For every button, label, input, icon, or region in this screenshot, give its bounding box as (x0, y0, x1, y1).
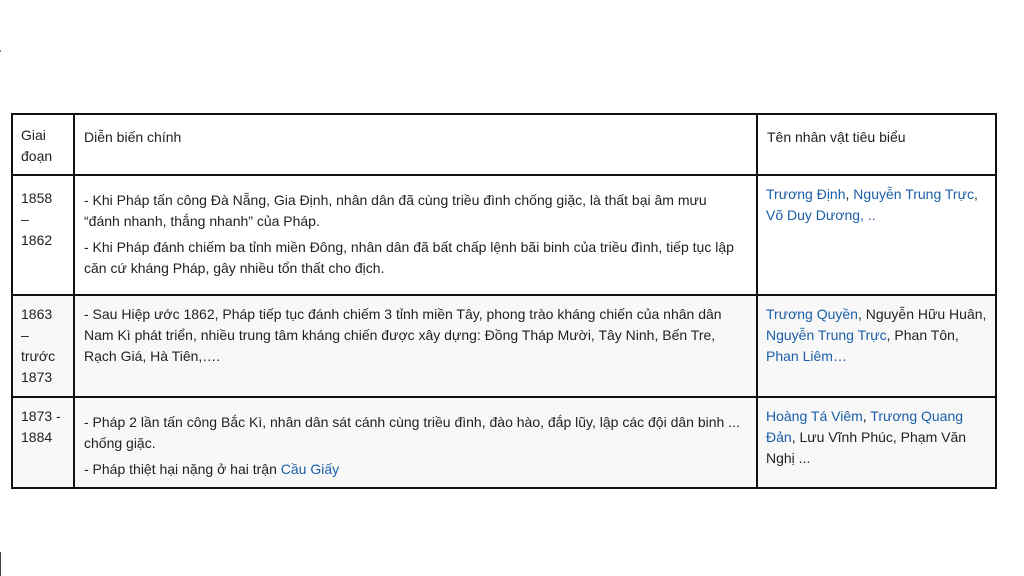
stage-label: 1873 - 1884 (21, 408, 61, 445)
header-stage-cell (12, 114, 74, 175)
table-row (12, 295, 996, 397)
events-cell (74, 175, 757, 295)
people-cell (757, 397, 996, 488)
people-plain-text: , Nguyễn Hữu Huân, (857, 306, 987, 322)
separator: , (845, 186, 854, 202)
person-link[interactable]: Trương Quang Đản (766, 408, 964, 445)
stage-cell (12, 397, 74, 488)
header-events: Diễn biến chính (84, 129, 182, 145)
separator: , (862, 408, 871, 424)
header-people: Tên nhân vật tiêu biểu (767, 129, 906, 145)
separator: , (973, 186, 978, 202)
edge-mark-top (0, 50, 1, 52)
stage-cell (12, 175, 74, 295)
person-link[interactable]: Nguyễn Trung Trực (766, 327, 887, 343)
event-text: - Pháp thiệt hại nặng ở hai trận (84, 461, 281, 477)
person-link[interactable]: Trương Quyền (766, 306, 858, 322)
event-item: - Pháp 2 lần tấn công Bắc Kì, nhân dân sát cánh cùng triều đình, đào hào, đắp lũy, lập các đội dân binh ... chống giặc. (84, 414, 740, 451)
events-cell (74, 397, 757, 488)
people-cell (757, 175, 996, 295)
header-people-cell (757, 114, 996, 175)
person-link[interactable]: Võ Duy Dương (766, 207, 861, 223)
event-item-last (84, 459, 746, 480)
edge-mark-bottom (0, 552, 1, 576)
event-item: - Khi Pháp đánh chiếm ba tỉnh miền Đông, nhân dân đã bất chấp lệnh bãi binh của triều đình, tiếp tục lập căn cứ kháng Pháp, gây nhiều tổn thất cho địch. (84, 239, 734, 276)
table-row (12, 397, 996, 488)
table-header-row (12, 114, 996, 175)
person-link[interactable]: Hoàng Tá Viêm (766, 408, 863, 424)
stage-label: 1863 – trước 1873 (21, 306, 56, 385)
event-item: - Sau Hiệp ước 1862, Pháp tiếp tục đánh chiếm 3 tỉnh miền Tây, phong trào kháng chiến của nhân dân Nam Kì phát triển, nhiều trung tâm kháng chiến được xây dựng: Đồng Tháp Mười, Tây Ninh, Bến Tre, Rạch Giá, Hà Tiên,…. (84, 306, 722, 364)
stage-label: 1858 – 1862 (21, 190, 53, 248)
events-cell (74, 295, 757, 397)
history-table (11, 113, 997, 489)
stage-cell (12, 295, 74, 397)
people-plain-text: , Lưu Vĩnh Phúc, Phạm Văn Nghị ... (766, 429, 967, 466)
people-plain-text: , Phan Tôn, (886, 327, 959, 343)
person-link[interactable]: Phan Liêm (766, 348, 833, 364)
header-events-cell (74, 114, 757, 175)
table-row (12, 175, 996, 295)
event-link[interactable]: Cầu Giấy (280, 461, 340, 477)
person-link[interactable]: Nguyễn Trung Trực (853, 186, 974, 202)
people-tail: , .. (860, 207, 876, 223)
person-link[interactable]: Trương Định (766, 186, 846, 202)
header-stage: Giai đoạn (21, 127, 53, 164)
people-cell (757, 295, 996, 397)
event-item: - Khi Pháp tấn công Đà Nẵng, Gia Định, nhân dân đã cùng triều đình chống giặc, là thất bại âm mưu “đánh nhanh, thắng nhanh” của Pháp. (84, 192, 707, 229)
people-tail: … (832, 348, 847, 364)
